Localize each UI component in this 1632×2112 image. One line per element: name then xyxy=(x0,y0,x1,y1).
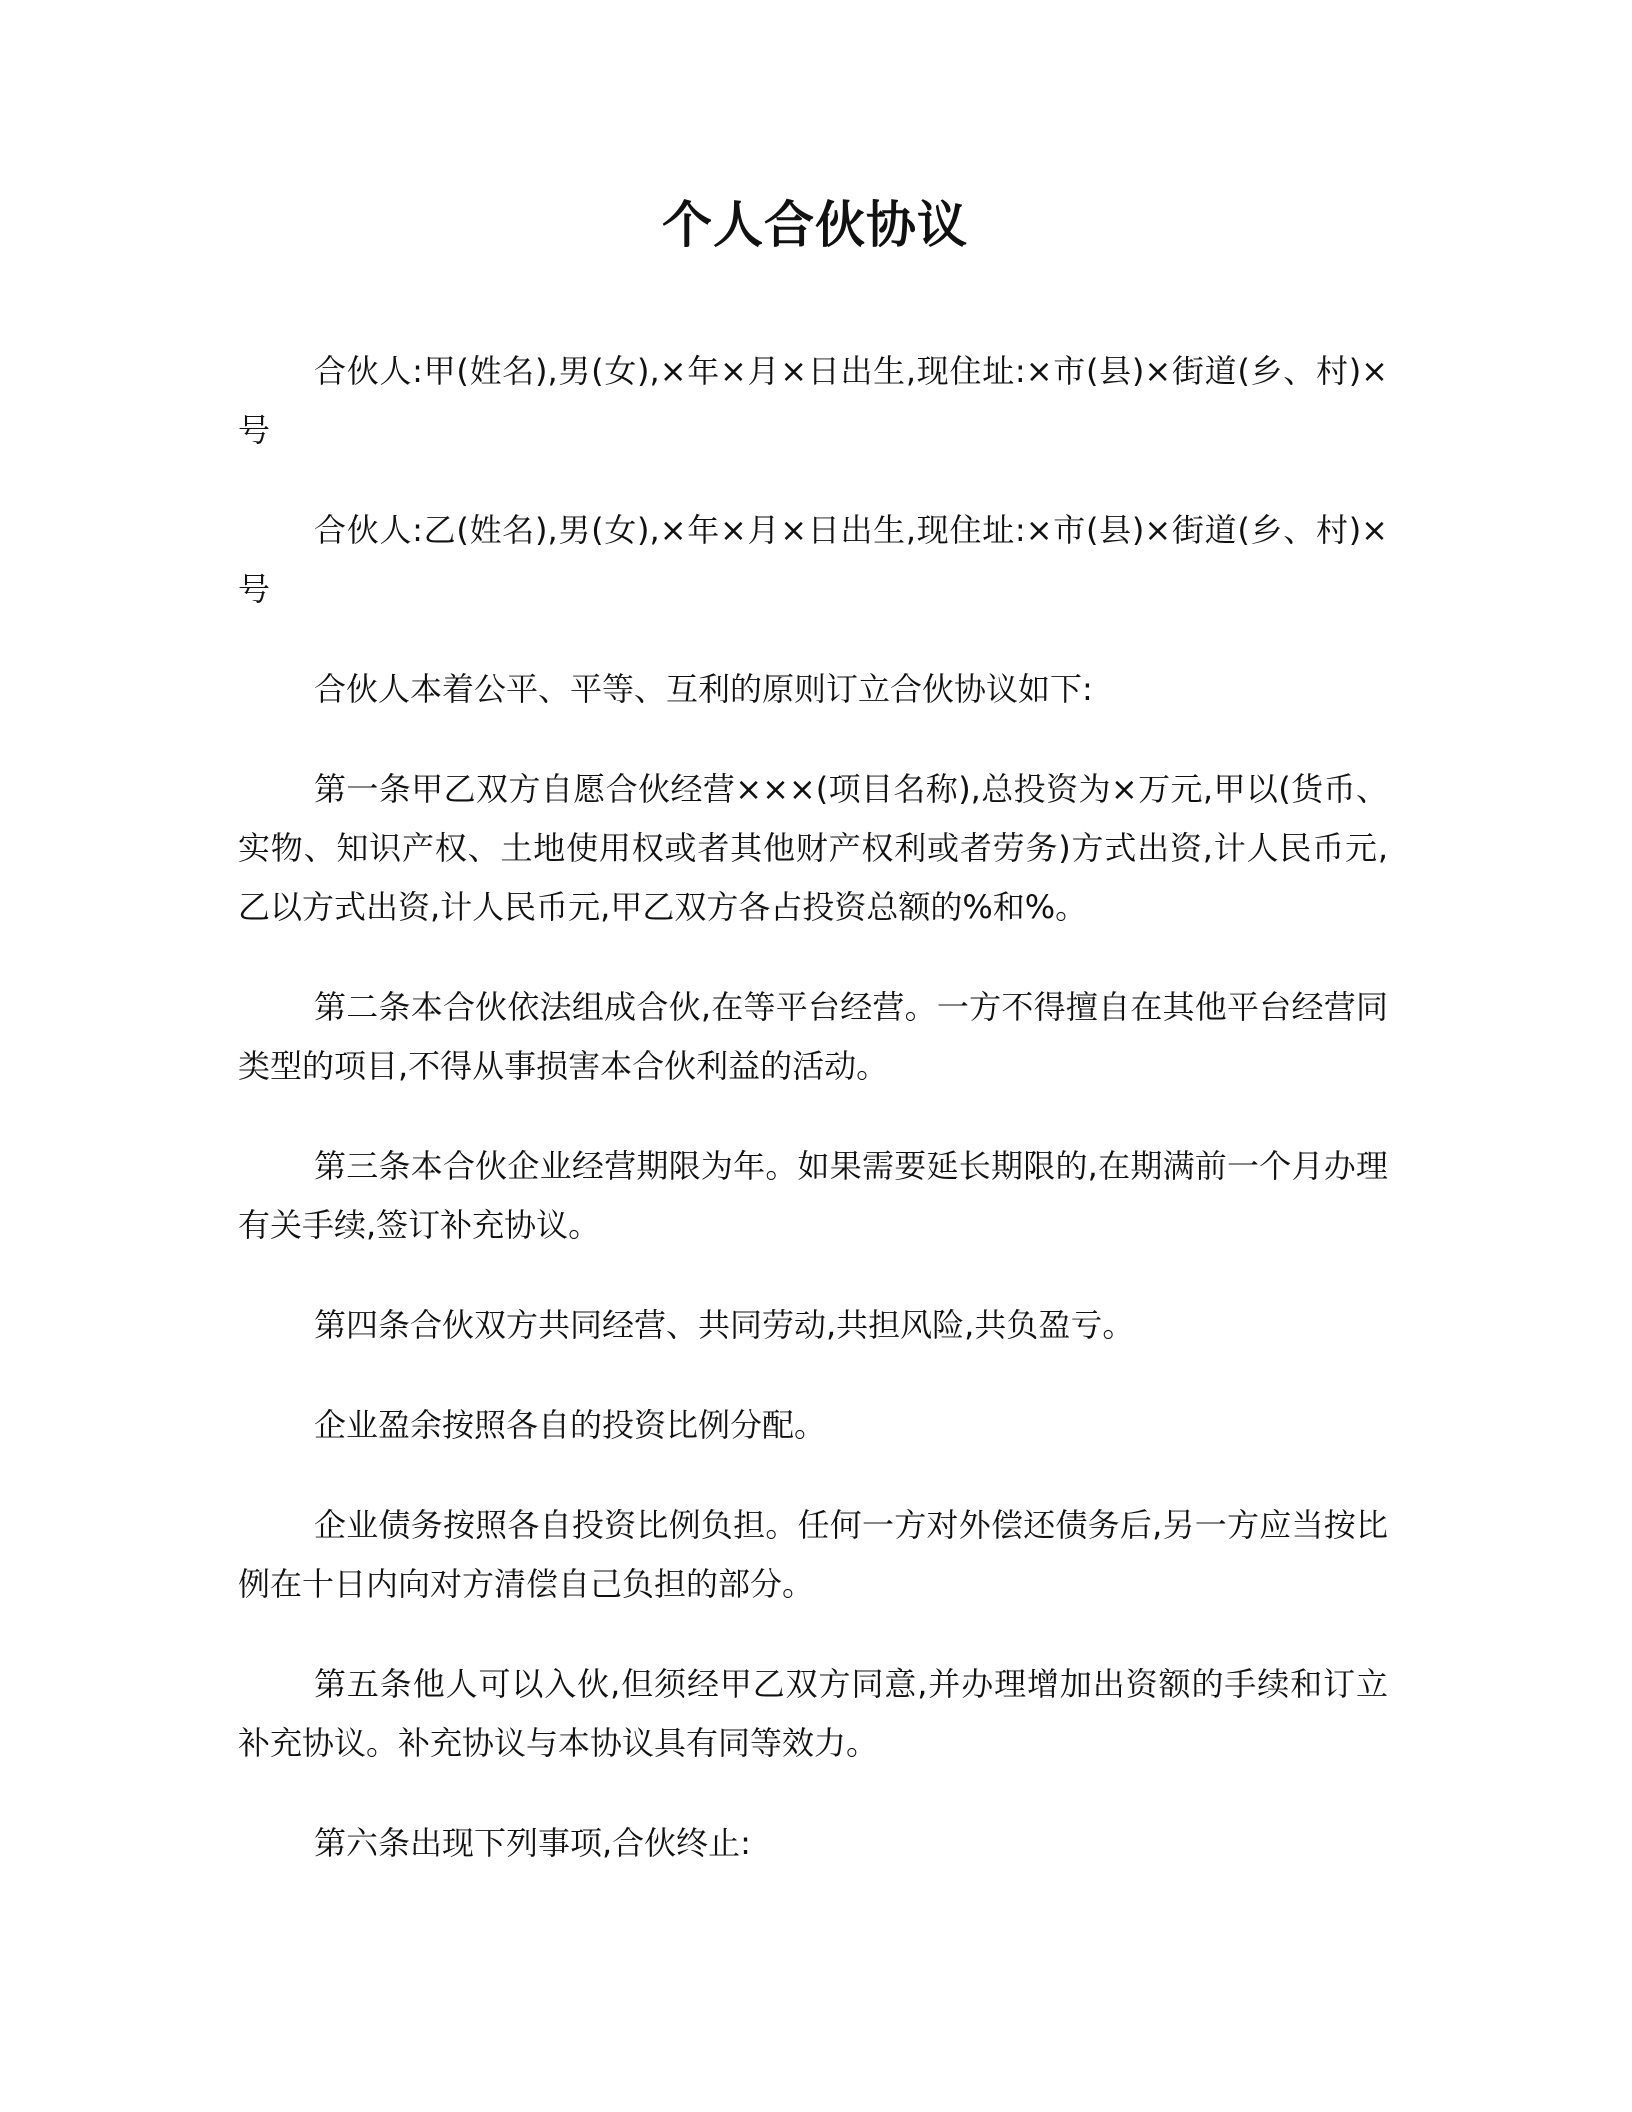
paragraph-surplus: 企业盈余按照各自的投资比例分配。 xyxy=(314,1406,827,1444)
paragraph-partner-a: 合伙人:甲(姓名),男(女),×年×月×日出生,现住址:×市(县)×街道(乡、村)×号 xyxy=(238,352,1388,449)
paragraph-article-4: 第四条合伙双方共同经营、共同劳动,共担风险,共负盈亏。 xyxy=(314,1306,1135,1344)
paragraph-partner-b: 合伙人:乙(姓名),男(女),×年×月×日出生,现住址:×市(县)×街道(乡、村)×号 xyxy=(238,511,1388,608)
paragraph-article-1: 第一条甲乙双方自愿合伙经营×××(项目名称),总投资为×万元,甲以(货币、实物、知识产权、土地使用权或者其他财产权利或者劳务)方式出资,计人民币元,乙以方式出资,计人民币元,甲乙双方各占投资总额的%和%。 xyxy=(238,770,1388,926)
paragraph-article-5: 第五条他人可以入伙,但须经甲乙双方同意,并办理增加出资额的手续和订立补充协议。补充协议与本协议具有同等效力。 xyxy=(238,1665,1388,1762)
paragraph-preamble: 合伙人本着公平、平等、互利的原则订立合伙协议如下: xyxy=(314,670,1093,708)
document-body xyxy=(238,342,1388,1873)
paragraph-debt: 企业债务按照各自投资比例负担。任何一方对外偿还债务后,另一方应当按比例在十日内向对方清偿自己负担的部分。 xyxy=(238,1506,1388,1603)
paragraph-article-2: 第二条本合伙依法组成合伙,在等平台经营。一方不得擅自在其他平台经营同类型的项目,不得从事损害本合伙利益的活动。 xyxy=(238,988,1388,1085)
paragraph-article-3: 第三条本合伙企业经营期限为年。如果需要延长期限的,在期满前一个月办理有关手续,签订补充协议。 xyxy=(238,1147,1388,1244)
paragraph-article-6: 第六条出现下列事项,合伙终止: xyxy=(314,1824,751,1862)
document-title: 个人合伙协议 xyxy=(662,196,968,254)
